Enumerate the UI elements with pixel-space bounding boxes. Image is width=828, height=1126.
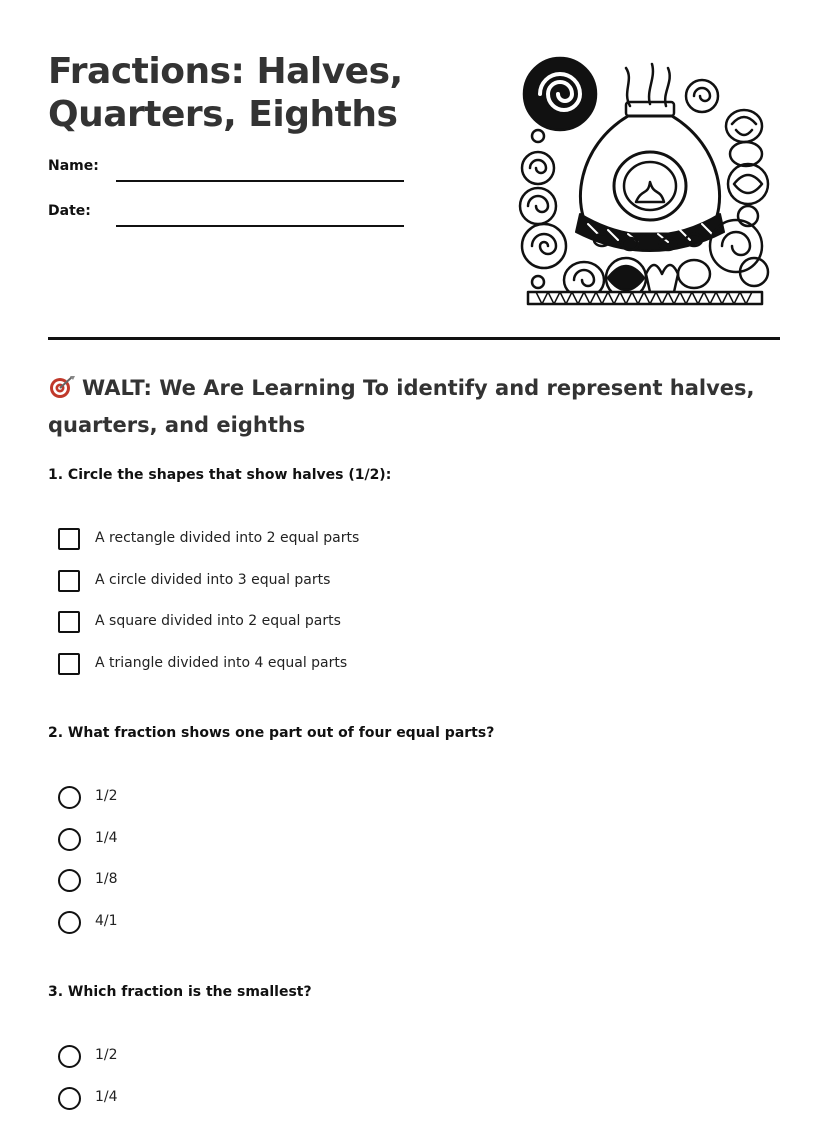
question-2-text: 2. What fraction shows one part out of four equal parts? xyxy=(48,724,768,742)
question-2-option-4[interactable] xyxy=(58,909,758,951)
question-1-option-2[interactable] xyxy=(58,568,758,610)
question-2 xyxy=(48,724,768,742)
question-2-options xyxy=(58,784,758,950)
question-1-text: 1. Circle the shapes that show halves (1/2): xyxy=(48,466,768,484)
radio-button[interactable] xyxy=(58,911,81,934)
checkbox[interactable] xyxy=(58,570,80,592)
name-field[interactable] xyxy=(48,158,408,188)
date-write-line[interactable] xyxy=(116,225,404,227)
question-1-option-3[interactable] xyxy=(58,609,758,651)
maori-koru-hangi-icon xyxy=(518,56,774,308)
question-1 xyxy=(48,466,768,484)
checkbox[interactable] xyxy=(58,528,80,550)
checkbox[interactable] xyxy=(58,653,80,675)
checkbox[interactable] xyxy=(58,611,80,633)
worksheet-title: Fractions: Halves, Quarters, Eighths xyxy=(48,50,478,136)
option-label: A triangle divided into 4 equal parts xyxy=(95,654,347,672)
question-3-option-2[interactable] xyxy=(58,1085,758,1126)
radio-button[interactable] xyxy=(58,1045,81,1068)
walt-text: WALT: We Are Learning To identify and represent halves, quarters, and eighths xyxy=(48,376,755,437)
worksheet-header xyxy=(48,50,780,310)
option-label: A rectangle divided into 2 equal parts xyxy=(95,529,359,547)
name-write-line[interactable] xyxy=(116,180,404,182)
question-3-text: 3. Which fraction is the smallest? xyxy=(48,983,768,1001)
question-1-option-4[interactable] xyxy=(58,651,758,693)
question-2-option-1[interactable] xyxy=(58,784,758,826)
option-label: 4/1 xyxy=(95,912,118,930)
question-3-option-1[interactable] xyxy=(58,1043,758,1085)
header-divider xyxy=(48,337,780,340)
question-3-options xyxy=(58,1043,758,1126)
question-2-option-3[interactable] xyxy=(58,867,758,909)
target-dart-icon xyxy=(48,375,76,399)
question-3 xyxy=(48,983,768,1001)
name-label: Name: xyxy=(48,158,99,174)
radio-button[interactable] xyxy=(58,869,81,892)
option-label: A circle divided into 3 equal parts xyxy=(95,571,330,589)
date-field[interactable] xyxy=(48,203,408,233)
worksheet-page xyxy=(48,0,780,1118)
question-1-options xyxy=(58,526,758,692)
radio-button[interactable] xyxy=(58,828,81,851)
radio-button[interactable] xyxy=(58,1087,81,1110)
option-label: 1/8 xyxy=(95,870,118,888)
date-label: Date: xyxy=(48,203,91,219)
question-2-option-2[interactable] xyxy=(58,826,758,868)
question-1-option-1[interactable] xyxy=(58,526,758,568)
radio-button[interactable] xyxy=(58,786,81,809)
walt-heading xyxy=(48,370,768,444)
option-label: 1/2 xyxy=(95,1046,118,1064)
option-label: 1/4 xyxy=(95,1088,118,1106)
option-label: A square divided into 2 equal parts xyxy=(95,612,341,630)
option-label: 1/2 xyxy=(95,787,118,805)
option-label: 1/4 xyxy=(95,829,118,847)
